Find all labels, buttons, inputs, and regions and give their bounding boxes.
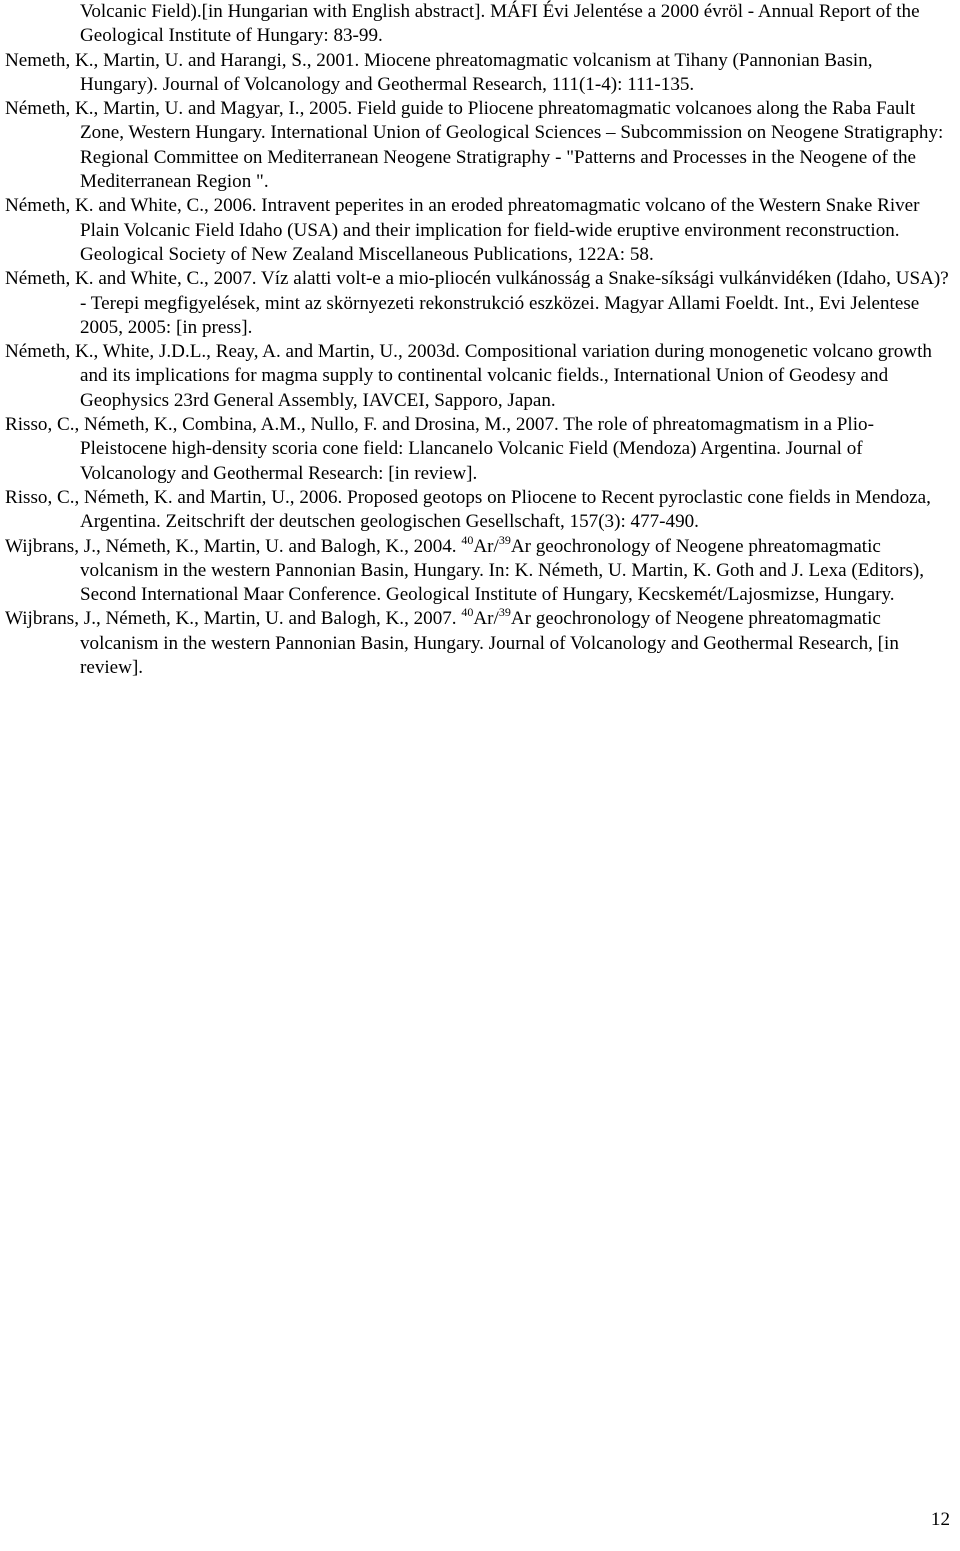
- isotope-superscript: 40: [461, 532, 474, 547]
- reference-entry: Németh, K. and White, C., 2006. Intravent peperites in an eroded phreatomagmatic volcano of the Western Snake River Plain Volcanic Field Idaho (USA) and their implication for field-wide eruptive environment reconstruction. Geological Society of New Zealand Miscellaneous Publications, 122A: 58.: [5, 195, 920, 265]
- reference-text: Ar geochronology of Neogene phreatomagmatic volcanism in the western Pannonian Basin, Hungary. Journal of Volcanology and Geothermal Research, [in review].: [80, 608, 899, 679]
- reference-text: Wijbrans, J., Németh, K., Martin, U. and Balogh, K., 2004.: [5, 535, 462, 557]
- reference-entry: Németh, K. and White, C., 2007. Víz alatti volt-e a mio-pliocén vulkánosság a Snake-síksági vulkánvidéken (Idaho, USA)? - Terepi megfigyelések, mint az skörnyezeti rekonstrukció eszközei. Magyar Allami Foeldt. Int., Evi Jelentese 2005, 2005: [in press].: [5, 268, 949, 338]
- reference-entry: [5, 607, 955, 680]
- reference-text: Wijbrans, J., Németh, K., Martin, U. and Balogh, K., 2007.: [5, 608, 462, 630]
- reference-entry: Németh, K., Martin, U. and Magyar, I., 2005. Field guide to Pliocene phreatomagmatic volcanoes along the Raba Fault Zone, Western Hungary. International Union of Geological Sciences – Subcommission on Neogene Stratigraphy: Regional Committee on Mediterranean Neogene Stratigraphy - "Patterns and Processes in the Neogene of the Mediterranean Region ".: [5, 98, 944, 193]
- reference-text: Ar/: [473, 535, 499, 557]
- isotope-superscript: 40: [461, 605, 474, 620]
- reference-text: Ar/: [473, 608, 499, 630]
- isotope-superscript: 39: [498, 532, 511, 547]
- reference-text: Ar geochronology of Neogene phreatomagmatic volcanism in the western Pannonian Basin, Hungary. In: K. Németh, U. Martin, K. Goth and J. Lexa (Editors), Second International Maar Conference. Geological Institute of Hungary, Kecskemét/Lajosmizse, Hungary.: [80, 535, 925, 606]
- page-number: 12: [930, 1509, 950, 1530]
- reference-entry: Risso, C., Németh, K. and Martin, U., 2006. Proposed geotops on Pliocene to Recent pyroclastic cone fields in Mendoza, Argentina. Zeitschrift der deutschen geologischen Gesellschaft, 157(3): 477-490.: [5, 486, 931, 533]
- reference-entry: Risso, C., Németh, K., Combina, A.M., Nullo, F. and Drosina, M., 2007. The role of phreatomagmatism in a Plio-Pleistocene high-density scoria cone field: Llancanelo Volcanic Field (Mendoza) Argentina. Journal of Volcanology and Geothermal Research: [in review].: [5, 414, 874, 484]
- reference-entry: Nemeth, K., Martin, U. and Harangi, S., 2001. Miocene phreatomagmatic volcanism at Tihany (Pannonian Basin, Hungary). Journal of Volcanology and Geothermal Research, 111(1-4): 111-135.: [5, 49, 873, 95]
- reference-entry: Volcanic Field).[in Hungarian with English abstract]. MÁFI Évi Jelentése a 2000 évröl - Annual Report of the Geological Institute of Hungary: 83-99.: [80, 1, 920, 47]
- reference-list: [5, 0, 955, 680]
- reference-entry: [5, 532, 955, 608]
- reference-entry: Németh, K., White, J.D.L., Reay, A. and Martin, U., 2003d. Compositional variation during monogenetic volcano growth and its implications for magma supply to continental volcanic fields., International Union of Geodesy and Geophysics 23rd General Assembly, IAVCEI, Sapporo, Japan.: [5, 341, 932, 411]
- isotope-superscript: 39: [498, 605, 511, 620]
